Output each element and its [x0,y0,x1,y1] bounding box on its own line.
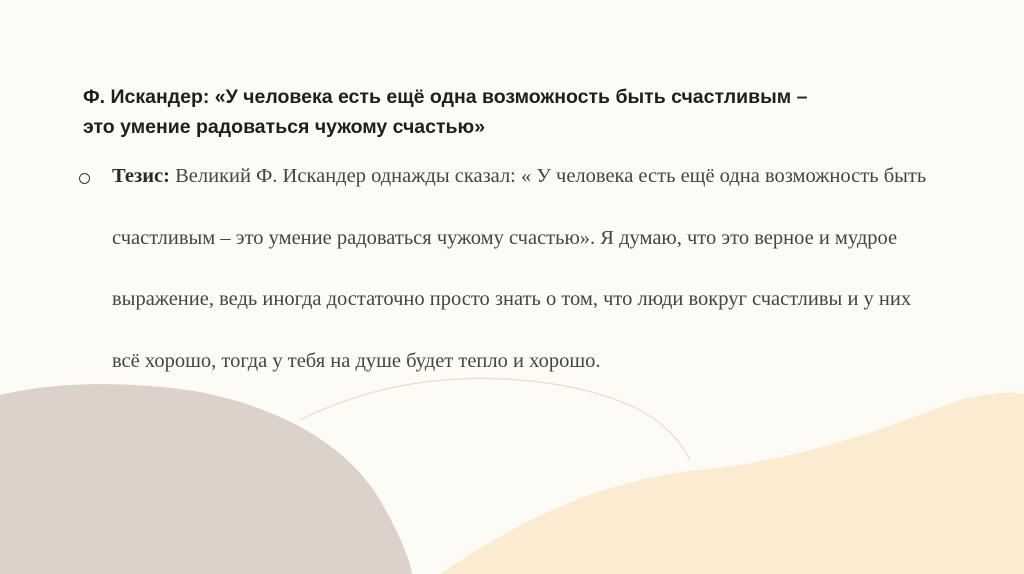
thesis-text: Великий Ф. Искандер однажды сказал: « У человека есть ещё одна возможность быть счастливым – это умение радоваться чужому счастью». Я думаю, что это верное и мудрое выражение, ведь иногда достаточно просто знать о том, что люди вокруг счастливы и у них всё хорошо, тогда у тебя на душе будет тепло и хорошо. [112,165,927,372]
thesis-bullet [79,162,939,408]
peach-wave-shape [440,393,1024,574]
thesis-label: Тезис: [112,165,170,187]
slide-title-line-2: это умение радоваться чужому счастью» [83,116,486,138]
slide-title [83,82,983,142]
slide-title-line-1: Ф. Искандер: «У человека есть ещё одна возможность быть счастливым – [83,86,808,108]
thesis-paragraph [79,146,939,392]
taupe-blob-shape [0,384,412,574]
